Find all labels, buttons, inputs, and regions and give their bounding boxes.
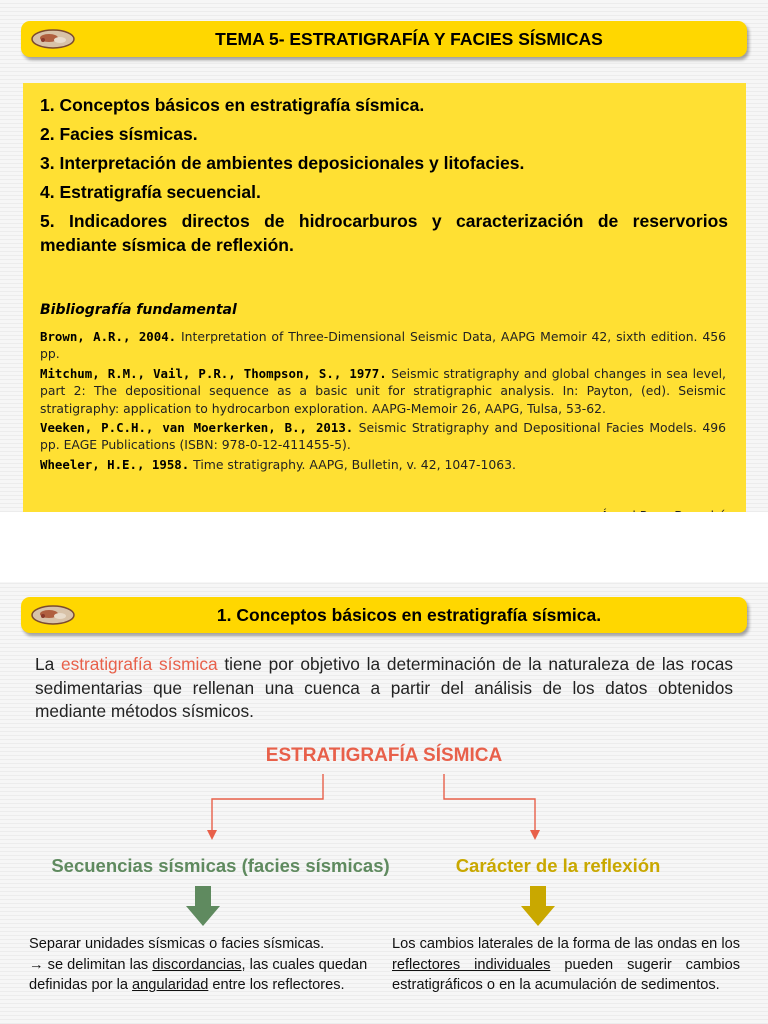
arrow-glyph: → [29,956,44,973]
topic-item-3: 3. Interpretación de ambientes deposicionales y litofacies. [40,153,525,173]
seismic-sequences-heading: Secuencias sísmicas (facies sísmicas) [51,855,390,876]
topic-item-1: 1. Conceptos básicos en estratigrafía sísmica. [40,95,425,115]
reference-item [40,328,726,363]
topic-item-5: 5. Indicadores directos de hidrocarburos y caracterización de reservorios mediante sísmica de reflexión. [40,211,728,255]
slide-gap [0,512,768,582]
desc-text: pueden sugerir cambios estratigráficos o en la acumulación de sedimentos. [392,956,741,993]
underlined-term-discordancias: discordancias [152,956,242,973]
paragraph-highlight: estratigrafía sísmica [61,654,218,674]
reference-text: Seismic Stratigraphy and Depositional Facies Models. 496 pp. EAGE Publications (ISBN: 978-0-12-411455-5). [40,420,726,453]
green-down-arrow-icon [186,886,220,926]
paragraph-rest: tiene por objetivo la determinación de la naturaleza de las rocas sedimentarias que rellenan una cuenca a partir del análisis de los datos obtenidos mediante métodos sísmicos. [35,654,733,721]
seismic-stratigraphy-heading: ESTRATIGRAFÍA SÍSMICA [265,745,503,766]
reference-item [40,419,726,454]
intro-paragraph [35,653,733,724]
gold-down-arrow-icon [521,886,555,926]
topic-list [40,93,728,262]
right-branch-arrowhead [530,830,540,840]
desc-text: se delimitan las [43,956,153,973]
left-branch-arrowhead [207,830,217,840]
bibliography-title: Bibliografía fundamental [40,302,237,318]
underlined-term-angularidad: angularidad [132,977,209,993]
desc-text: entre los reflectores. [208,977,345,993]
topic-item-2: 2. Facies sísmicas. [40,124,198,144]
topic-item-4: 4. Estratigrafía secuencial. [40,182,261,202]
reference-author: Veeken, P.C.H., van Moerkerken, B., 2013. [40,420,354,436]
underlined-term-reflectores: reflectores individuales [392,956,551,973]
rock-specimen-icon [29,603,77,627]
reference-author: Wheeler, H.E., 1958. [40,456,190,472]
slide-2 [0,582,768,1024]
reference-list [40,328,726,475]
reflection-character-heading: Carácter de la reflexión [455,855,661,876]
slide-1-title-bar [21,21,747,57]
reference-text: Interpretation of Three-Dimensional Seismic Data, AAPG Memoir 42, sixth edition. 456 pp. [40,329,726,362]
desc-line-1: Separar unidades sísmicas o facies sísmicas. [29,936,325,952]
slide-2-title-bar [21,597,747,633]
rock-specimen-icon [29,27,77,51]
slide-2-title: 1. Conceptos básicos en estratigrafía sísmica. [216,605,602,625]
reference-item [40,456,726,473]
desc-text: , las cuales quedan definidas por la [29,956,368,993]
branch-connectors [0,772,768,852]
reference-item [40,365,726,417]
reference-text: Seismic stratigraphy and global changes in sea level, part 2: The depositional sequence as a basic unit for stratigraphic analysis. In: Payton, (ed). Seismic stratigraphy: application to hydrocarbon exploration. AAPG-Memoir 26, AAPG, Tulsa, 53-62. [40,365,727,416]
left-branch-line [212,774,323,834]
reference-author: Brown, A.R., 2004. [40,329,177,344]
reference-text: Time stratigraphy. AAPG, Bulletin, v. 42, 1047-1063. [189,456,516,472]
topics-box [23,83,746,531]
right-branch-line [444,774,535,834]
desc-text: Los cambios laterales de la forma de las ondas en los [392,936,741,952]
reflection-description [392,934,740,996]
slide-1-title: TEMA 5- ESTRATIGRAFÍA Y FACIES SÍSMICAS [215,29,603,49]
sequences-description [29,934,376,996]
reference-author: Mitchum, R.M., Vail, P.R., Thompson, S., 1977. [40,365,387,381]
paragraph-prefix: La [35,654,61,674]
